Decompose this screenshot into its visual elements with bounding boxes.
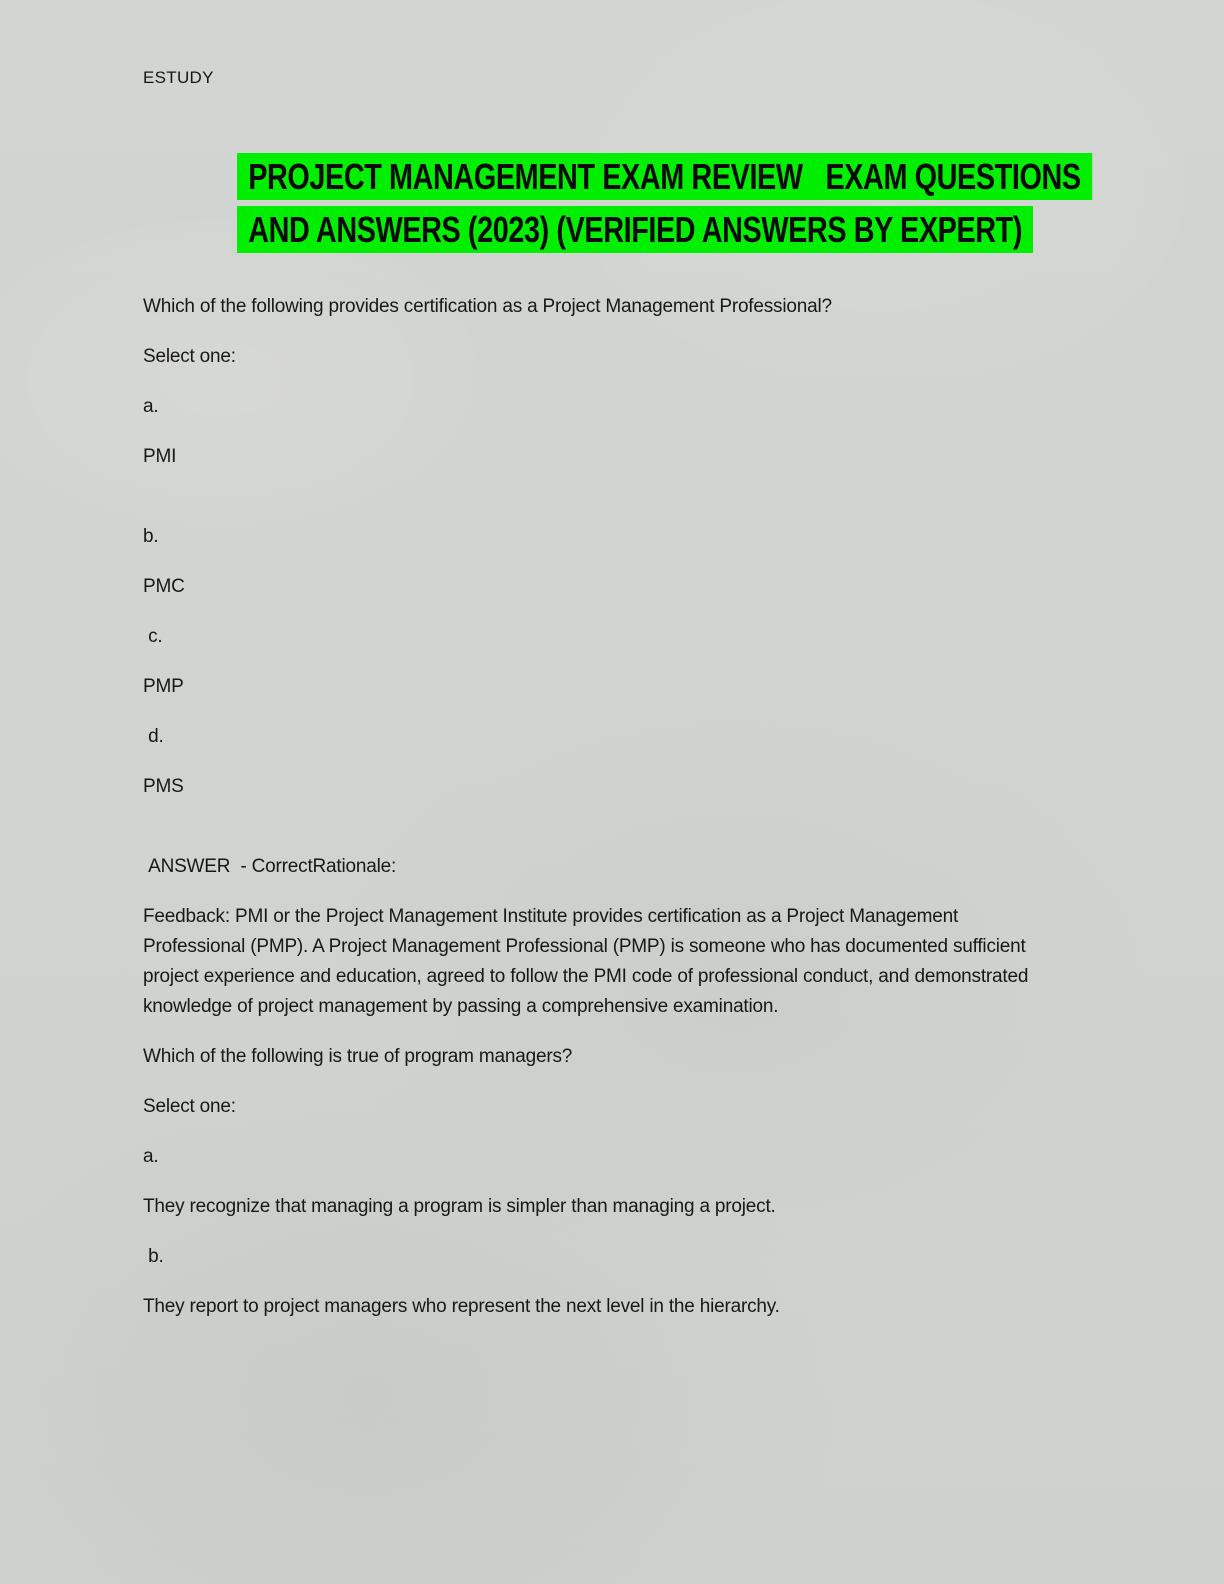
question-1-answer-heading: ANSWER - CorrectRationale:	[143, 856, 397, 877]
question-1-feedback-text: Feedback: PMI or the Project Management Institute provides certification as a Project Management Professional (PMP). A Project Management Professional (PMP) is someone who has documented sufficient project experience and education, agreed to follow the PMI code of professional conduct, and demonstrated knowledge of project management by passing a comprehensive examination.	[143, 906, 1034, 1017]
question-2-select-label: Select one:	[143, 1096, 236, 1117]
document-body	[143, 292, 1074, 1322]
watermark: ESTUDY	[143, 68, 214, 87]
title-line-2: AND ANSWERS (2023) (VERIFIED ANSWERS BY EXPERT)	[237, 206, 1033, 253]
question-2-option-b-letter: b.	[143, 1246, 164, 1267]
question-1-text: Which of the following provides certification as a Project Management Professional?	[143, 296, 832, 317]
question-2-text: Which of the following is true of program managers?	[143, 1046, 573, 1067]
question-2-option-a-letter: a.	[143, 1146, 159, 1167]
question-1-option-a-text: PMI	[143, 446, 177, 467]
title-line-1: PROJECT MANAGEMENT EXAM REVIEW EXAM QUESTIONS	[237, 153, 1092, 200]
question-1-option-a-letter: a.	[143, 396, 159, 417]
question-1-option-b-letter: b.	[143, 526, 159, 547]
question-1-select-label: Select one:	[143, 346, 236, 367]
question-1-option-d-text: PMS	[143, 776, 184, 797]
question-2-option-b-text: They report to project managers who represent the next level in the hierarchy.	[143, 1296, 780, 1317]
question-1-option-d-letter: d.	[143, 726, 164, 747]
question-2-option-a-text: They recognize that managing a program is simpler than managing a project.	[143, 1196, 776, 1217]
question-1-option-c-letter: c.	[143, 626, 163, 647]
question-1-option-c-text: PMP	[143, 676, 184, 697]
document-title	[237, 150, 1081, 256]
question-1-option-b-text: PMC	[143, 576, 185, 597]
